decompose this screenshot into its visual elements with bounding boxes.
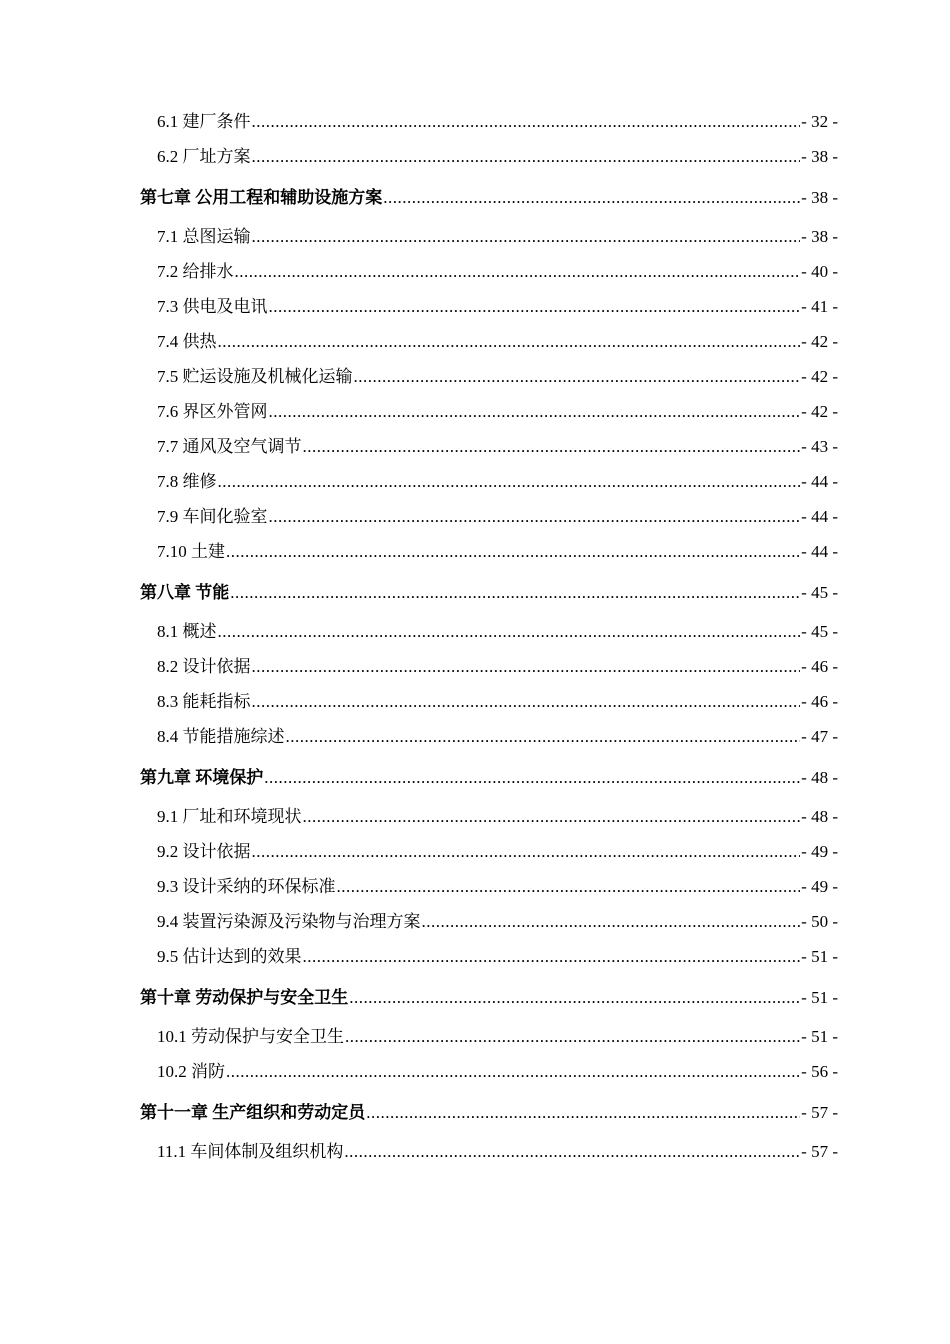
toc-section-entry[interactable] xyxy=(140,838,838,873)
toc-entry-title: 6.2 厂址方案 xyxy=(157,147,251,166)
dot-leader xyxy=(303,803,801,831)
dot-leader xyxy=(235,258,801,286)
toc-page-number: - 41 - xyxy=(801,297,838,316)
toc-entry-title: 10.2 消防 xyxy=(157,1062,225,1081)
toc-section-entry[interactable] xyxy=(140,468,838,503)
toc-entry-title: 9.4 装置污染源及污染物与治理方案 xyxy=(157,912,421,931)
dot-leader xyxy=(366,1099,800,1127)
toc-section-entry[interactable] xyxy=(140,943,838,978)
toc-entry-title: 7.8 维修 xyxy=(157,472,217,491)
toc-page-number: - 40 - xyxy=(801,262,838,281)
toc-entry-title: 7.5 贮运设施及机械化运输 xyxy=(157,367,353,386)
dot-leader xyxy=(286,723,801,751)
toc-section-entry[interactable] xyxy=(140,618,838,653)
toc-section-entry[interactable] xyxy=(140,503,838,538)
toc-page-number: - 43 - xyxy=(801,437,838,456)
dot-leader xyxy=(303,433,801,461)
toc-page-number: - 57 - xyxy=(801,1103,838,1122)
dot-leader xyxy=(349,984,800,1012)
dot-leader xyxy=(337,873,801,901)
toc-entry-title: 7.1 总图运输 xyxy=(157,227,251,246)
toc-entry-title: 第十章 劳动保护与安全卫生 xyxy=(140,988,349,1007)
toc-page-number: - 49 - xyxy=(801,842,838,861)
toc-section-entry[interactable] xyxy=(140,723,838,758)
dot-leader xyxy=(226,538,800,566)
toc-chapter-entry[interactable] xyxy=(140,1099,838,1134)
toc-entry-title: 9.3 设计采纳的环保标准 xyxy=(157,877,336,896)
toc-page-number: - 48 - xyxy=(801,768,838,787)
toc-page-number: - 50 - xyxy=(801,912,838,931)
toc-entry-title: 7.3 供电及电讯 xyxy=(157,297,268,316)
toc-entry-title: 7.2 给排水 xyxy=(157,262,234,281)
dot-leader xyxy=(252,838,801,866)
toc-section-entry[interactable] xyxy=(140,398,838,433)
toc-entry-title: 8.2 设计依据 xyxy=(157,657,251,676)
toc-page-number: - 42 - xyxy=(801,367,838,386)
toc-entry-title: 7.9 车间化验室 xyxy=(157,507,268,526)
toc-chapter-entry[interactable] xyxy=(140,764,838,799)
toc-page-number: - 49 - xyxy=(801,877,838,896)
toc-section-entry[interactable] xyxy=(140,258,838,293)
toc-entry-title: 10.1 劳动保护与安全卫生 xyxy=(157,1027,344,1046)
toc-section-entry[interactable] xyxy=(140,363,838,398)
toc-page-number: - 38 - xyxy=(801,188,838,207)
toc-page-number: - 42 - xyxy=(801,402,838,421)
toc-chapter-entry[interactable] xyxy=(140,184,838,219)
toc-page-number: - 44 - xyxy=(801,507,838,526)
toc-page-number: - 51 - xyxy=(801,947,838,966)
toc-section-entry[interactable] xyxy=(140,1023,838,1058)
toc-page-number: - 45 - xyxy=(801,583,838,602)
toc-section-entry[interactable] xyxy=(140,538,838,573)
toc-entry-title: 8.1 概述 xyxy=(157,622,217,641)
toc-entry-title: 7.6 界区外管网 xyxy=(157,402,268,421)
dot-leader xyxy=(218,618,801,646)
toc-section-entry[interactable] xyxy=(140,688,838,723)
dot-leader xyxy=(226,1058,800,1086)
toc-page-number: - 46 - xyxy=(801,692,838,711)
toc-entry-title: 第八章 节能 xyxy=(140,583,230,602)
toc-entry-title: 9.5 估计达到的效果 xyxy=(157,947,302,966)
toc-entry-title: 第七章 公用工程和辅助设施方案 xyxy=(140,188,383,207)
dot-leader xyxy=(422,908,801,936)
toc-entry-title: 第九章 环境保护 xyxy=(140,768,264,787)
dot-leader xyxy=(218,328,801,356)
toc-entry-title: 7.4 供热 xyxy=(157,332,217,351)
dot-leader xyxy=(252,688,801,716)
toc-section-entry[interactable] xyxy=(140,908,838,943)
toc-entry-title: 7.10 土建 xyxy=(157,542,225,561)
dot-leader xyxy=(264,764,800,792)
toc-page-number: - 42 - xyxy=(801,332,838,351)
dot-leader xyxy=(269,503,801,531)
toc-page-number: - 57 - xyxy=(801,1142,838,1161)
toc-chapter-entry[interactable] xyxy=(140,579,838,614)
toc-entry-title: 8.3 能耗指标 xyxy=(157,692,251,711)
dot-leader xyxy=(269,293,801,321)
toc-entry-title: 11.1 车间体制及组织机构 xyxy=(157,1142,344,1161)
dot-leader xyxy=(252,223,801,251)
dot-leader xyxy=(218,468,801,496)
dot-leader xyxy=(269,398,801,426)
dot-leader xyxy=(354,363,801,391)
toc-section-entry[interactable] xyxy=(140,803,838,838)
toc-page-number: - 44 - xyxy=(801,542,838,561)
toc-page-number: - 56 - xyxy=(801,1062,838,1081)
toc-entry-title: 7.7 通风及空气调节 xyxy=(157,437,302,456)
toc-section-entry[interactable] xyxy=(140,433,838,468)
toc-entry-title: 6.1 建厂条件 xyxy=(157,112,251,131)
toc-page-number: - 48 - xyxy=(801,807,838,826)
toc-page-number: - 51 - xyxy=(801,1027,838,1046)
toc-page-number: - 46 - xyxy=(801,657,838,676)
dot-leader xyxy=(252,143,801,171)
toc-page-number: - 51 - xyxy=(801,988,838,1007)
toc-page-number: - 47 - xyxy=(801,727,838,746)
table-of-contents xyxy=(140,108,838,1173)
toc-entry-title: 第十一章 生产组织和劳动定员 xyxy=(140,1103,366,1122)
toc-section-entry[interactable] xyxy=(140,223,838,258)
toc-section-entry[interactable] xyxy=(140,1138,838,1173)
dot-leader xyxy=(252,653,801,681)
toc-page-number: - 32 - xyxy=(801,112,838,131)
toc-section-entry[interactable] xyxy=(140,108,838,143)
toc-section-entry[interactable] xyxy=(140,1058,838,1093)
dot-leader xyxy=(345,1023,800,1051)
dot-leader xyxy=(383,184,800,212)
toc-entry-title: 8.4 节能措施综述 xyxy=(157,727,285,746)
toc-entry-title: 9.1 厂址和环境现状 xyxy=(157,807,302,826)
toc-chapter-entry[interactable] xyxy=(140,984,838,1019)
toc-page-number: - 38 - xyxy=(801,227,838,246)
toc-section-entry[interactable] xyxy=(140,328,838,363)
toc-page-number: - 38 - xyxy=(801,147,838,166)
dot-leader xyxy=(252,108,801,136)
toc-entry-title: 9.2 设计依据 xyxy=(157,842,251,861)
toc-section-entry[interactable] xyxy=(140,293,838,328)
toc-section-entry[interactable] xyxy=(140,143,838,178)
dot-leader xyxy=(344,1138,800,1166)
dot-leader xyxy=(303,943,801,971)
toc-page-number: - 45 - xyxy=(801,622,838,641)
toc-section-entry[interactable] xyxy=(140,873,838,908)
toc-page-number: - 44 - xyxy=(801,472,838,491)
toc-section-entry[interactable] xyxy=(140,653,838,688)
dot-leader xyxy=(230,579,800,607)
